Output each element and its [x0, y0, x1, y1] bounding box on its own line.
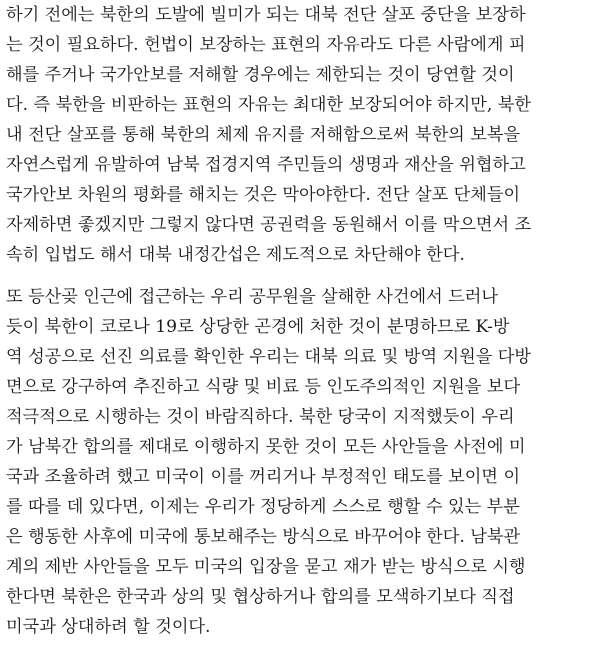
text-line: 를 따를 데 있다면, 이제는 우리가 정당하게 스스로 행할 수 있는 부분 [6, 497, 520, 517]
text-line: 역 성공으로 선진 의료를 확인한 우리는 대북 의료 및 방역 지원을 다방 [6, 347, 531, 367]
text-line: 하기 전에는 북한의 도발에 빌미가 되는 대북 전단 살포 중단을 보장하 [6, 5, 526, 25]
text-line: 듯이 북한이 코로나 19로 상당한 곤경에 처한 것이 분명하므로 K-방 [6, 317, 510, 337]
text-line: 자연스럽게 유발하여 남북 접경지역 주민들의 생명과 재산을 위협하고 [6, 155, 526, 175]
text-line: 면으로 강구하여 추진하고 식량 및 비료 등 인도주의적인 지원을 보다 [6, 377, 521, 397]
text-line: 계의 제반 사안들을 모두 미국의 입장을 묻고 재가 받는 방식으로 시행 [6, 557, 526, 577]
text-line: 가 남북간 합의를 제대로 이행하지 못한 것이 모든 사안들을 사전에 미 [6, 437, 526, 457]
text-line: 내 전단 살포를 통해 북한의 체제 유지를 저해함으로써 북한의 보복을 [6, 125, 521, 145]
text-line: 은 행동한 사후에 미국에 통보해주는 방식으로 바꾸어야 한다. 남북관 [6, 527, 521, 547]
text-line: 자제하면 좋겠지만 그렇지 않다면 공권력을 동원해서 이를 막으면서 조 [6, 215, 532, 235]
text-line: 미국과 상대하려 할 것이다. [6, 617, 211, 637]
text-line: 는 것이 필요하다. 헌법이 보장하는 표현의 자유라도 다른 사람에게 피 [6, 35, 526, 55]
text-line: 또 등산곶 인근에 접근하는 우리 공무원을 살해한 사건에서 드러나 [6, 287, 498, 307]
text-line: 한다면 북한은 한국과 상의 및 협상하거나 합의를 모색하기보다 직접 [6, 587, 515, 607]
text-line: 다. 즉 북한을 비판하는 표현의 자유는 최대한 보장되어야 하지만, 북한 [6, 95, 531, 115]
text-line: 해를 주거나 국가안보를 저해할 경우에는 제한되는 것이 당연할 것이 [6, 65, 515, 85]
text-line: 국가안보 차원의 평화를 해치는 것은 막아야한다. 전단 살포 단체들이 [6, 185, 521, 205]
text-line: 적극적으로 시행하는 것이 바람직하다. 북한 당국이 지적했듯이 우리 [6, 407, 515, 427]
text-line: 국과 조율하려 했고 미국이 이를 꺼리거나 부정적인 태도를 보이면 이 [6, 467, 521, 487]
text-line: 속히 입법도 해서 대북 내정간섭은 제도적으로 차단해야 한다. [6, 245, 465, 265]
